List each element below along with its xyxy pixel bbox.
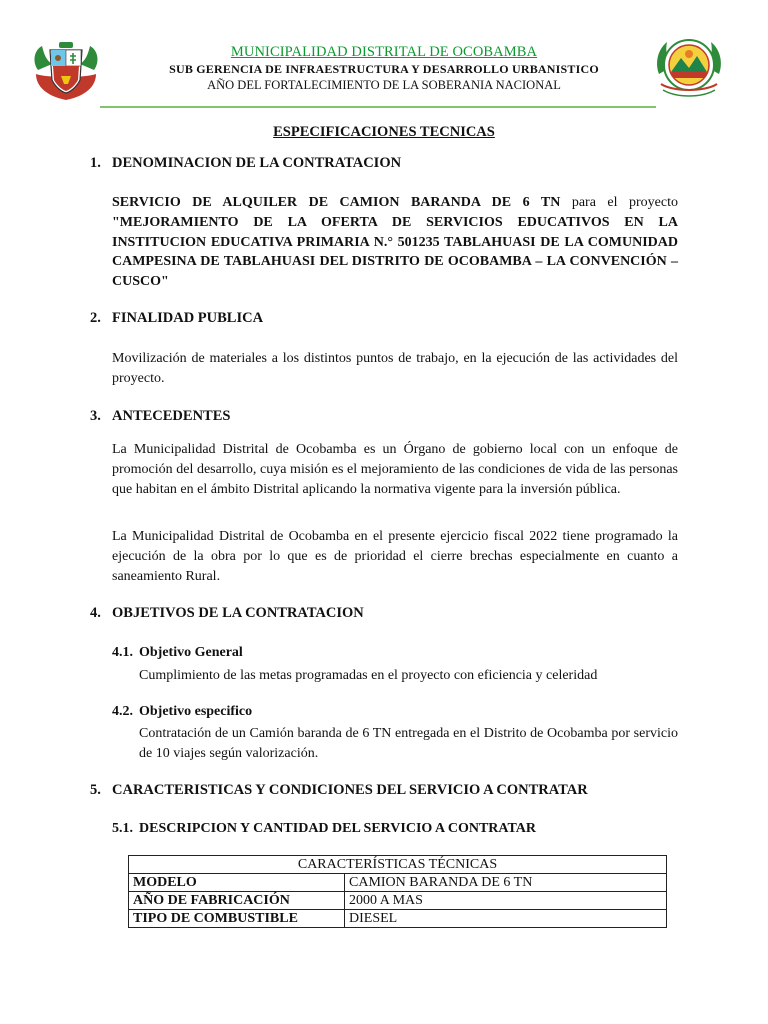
service-connector: para el proyecto — [560, 195, 678, 210]
header-divider — [100, 106, 656, 108]
subgerencia-text: SUB GERENCIA DE INFRAESTRUCTURA Y DESARROLLO URBANISTICO — [169, 62, 599, 76]
spec-value: 2000 A MAS — [345, 892, 667, 910]
subsection-4-1-heading — [112, 645, 243, 661]
service-name: SERVICIO DE ALQUILER DE CAMION BARANDA DE 6 TN — [112, 195, 561, 210]
ocobamba-municipal-seal-icon — [653, 34, 725, 100]
section-3-title: ANTECEDENTES — [112, 408, 231, 424]
spec-key: TIPO DE COMBUSTIBLE — [129, 910, 345, 928]
section-1-heading — [90, 155, 401, 172]
subsection-4-1-title: Objetivo General — [139, 645, 243, 660]
municipality-name: MUNICIPALIDAD DISTRITAL DE OCOBAMBA — [230, 44, 538, 60]
table-row — [129, 892, 667, 910]
table-caption: CARACTERÍSTICAS TÉCNICAS — [129, 856, 667, 874]
table-row — [129, 874, 667, 892]
subsection-4-2-number: 4.2. — [112, 704, 133, 719]
section-2-title: FINALIDAD PUBLICA — [112, 310, 264, 326]
table-caption-row — [129, 856, 667, 874]
subsection-5-1-title: DESCRIPCION Y CANTIDAD DEL SERVICIO A CONTRATAR — [139, 821, 537, 836]
section-1-title: DENOMINACION DE LA CONTRATACION — [112, 155, 402, 171]
subsection-4-2-body: Contratación de un Camión baranda de 6 TN entregada en el Distrito de Ocobamba por servicio de 10 viajes según valorización. — [139, 726, 678, 761]
subsection-4-1-number: 4.1. — [112, 645, 133, 660]
section-4-title: OBJETIVOS DE LA CONTRATACION — [112, 605, 364, 621]
subsection-4-2-title: Objetivo especifico — [139, 704, 253, 719]
section-3-heading — [90, 408, 230, 425]
document-title: ESPECIFICACIONES TECNICAS — [273, 124, 495, 140]
section-5-title: CARACTERISTICAS Y CONDICIONES DEL SERVICIO A CONTRATAR — [112, 782, 588, 798]
section-1-number: 1. — [90, 155, 101, 171]
section-2-heading — [90, 310, 263, 327]
year-motto: AÑO DEL FORTALECIMIENTO DE LA SOBERANIA NACIONAL — [207, 78, 561, 92]
section-3-paragraph-1: La Municipalidad Distrital de Ocobamba es un Órgano de gobierno local con un enfoque de promoción del desarrollo, cuya misión es el mejoramiento de las condiciones de vida de las personas que habitan en el ámbito Distrital aplicando la normativa vigente para la inversión pública. — [112, 442, 678, 497]
section-3-paragraph-2: La Municipalidad Distrital de Ocobamba en el presente ejercicio fiscal 2022 tiene programado la ejecución de la obra por lo que es de prioridad el cierre brechas especialmente en cuanto a saneamiento Rural. — [112, 529, 678, 584]
spec-key: AÑO DE FABRICACIÓN — [129, 892, 345, 910]
section-2-number: 2. — [90, 310, 101, 326]
section-1-body — [112, 193, 678, 292]
section-4-number: 4. — [90, 605, 101, 621]
section-5-number: 5. — [90, 782, 101, 798]
spec-value: CAMION BARANDA DE 6 TN — [345, 874, 667, 892]
spec-value: DIESEL — [345, 910, 667, 928]
subsection-5-1-number: 5.1. — [112, 821, 133, 836]
peru-coat-of-arms-icon — [32, 40, 100, 104]
section-5-heading — [90, 782, 588, 799]
table-row — [129, 910, 667, 928]
technical-specs-table — [128, 855, 667, 928]
subsection-5-1-heading — [112, 821, 536, 837]
section-3-number: 3. — [90, 408, 101, 424]
spec-key: MODELO — [129, 874, 345, 892]
section-4-heading — [90, 605, 364, 622]
subsection-4-2-heading — [112, 704, 252, 720]
project-name: "MEJORAMIENTO DE LA OFERTA DE SERVICIOS EDUCATIVOS EN LA INSTITUCION EDUCATIVA PRIMARIA N.° 501235 TABLAHUASI DE LA COMUNIDAD CAMPESINA DE TABLAHUASI DEL DISTRITO DE OCOBAMBA – LA CONVENCIÓN – CUSCO" — [112, 214, 678, 290]
section-2-body: Movilización de materiales a los distintos puntos de trabajo, en la ejecución de las actividades del proyecto. — [112, 351, 678, 386]
subgerencia-name — [110, 62, 658, 77]
subsection-4-1-body: Cumplimiento de las metas programadas en el proyecto con eficiencia y celeridad — [139, 668, 598, 683]
